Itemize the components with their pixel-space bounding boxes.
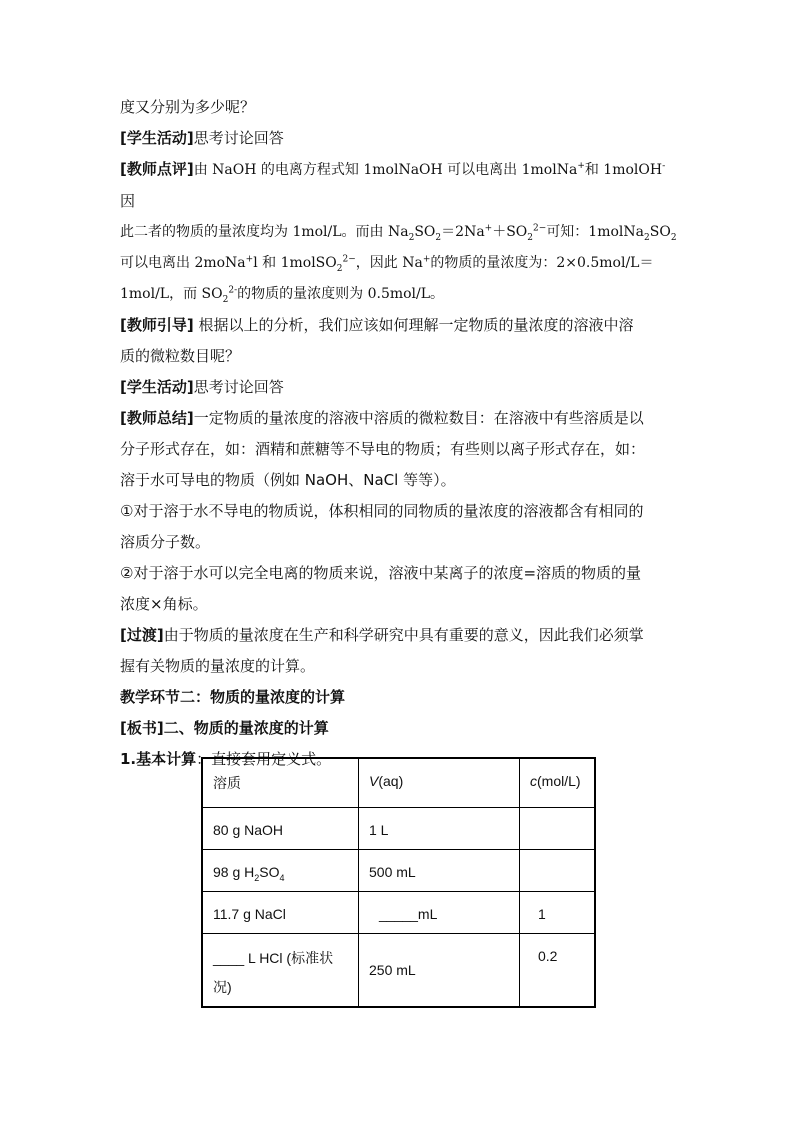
subscript: 2 xyxy=(408,232,415,243)
text: 由于物质的量浓度在生产和科学研究中具有重要的意义，因此我们必须掌 xyxy=(163,626,644,644)
table-row xyxy=(202,808,595,850)
variable: c xyxy=(530,773,537,789)
table-row xyxy=(202,892,595,934)
text: SO xyxy=(649,224,671,240)
table-cell xyxy=(359,850,520,892)
text: 可知：1molNa xyxy=(546,224,644,240)
text: 溶于水可导电的物质（例如 NaOH、NaCl 等等）。 xyxy=(120,471,456,489)
subscript: 2 xyxy=(222,294,229,305)
text: ＝2Na xyxy=(441,224,485,240)
text: 浓度×角标。 xyxy=(120,595,208,613)
table-cell xyxy=(359,808,520,850)
text-line xyxy=(120,310,680,341)
variable: V xyxy=(369,773,379,789)
table-row xyxy=(202,934,595,1008)
table-cell xyxy=(520,892,596,934)
subscript: 2 xyxy=(670,232,677,243)
table-cell xyxy=(202,808,359,850)
text: 1 xyxy=(538,906,546,922)
subscript: 2 xyxy=(254,872,260,883)
text: 0.2 xyxy=(538,948,558,964)
document-body xyxy=(120,92,680,775)
section-tag: [教师总结] xyxy=(120,409,194,427)
text-line xyxy=(120,403,680,434)
subscript: 2 xyxy=(336,263,343,274)
text-line xyxy=(120,527,680,558)
text: 1mol/L，而 SO xyxy=(120,286,223,302)
text-line xyxy=(120,154,680,217)
text: 因 xyxy=(120,192,136,210)
table-cell xyxy=(359,934,520,1008)
text: 80 g NaOH xyxy=(213,822,284,838)
section-heading xyxy=(120,713,680,744)
subscript: 2 xyxy=(644,232,650,243)
text-line xyxy=(120,92,680,123)
superscript: + xyxy=(484,223,493,234)
text: ____ L HCl (标准状 xyxy=(213,950,334,966)
text: 250 mL xyxy=(369,962,416,978)
table-cell xyxy=(520,850,596,892)
table-header-row xyxy=(202,758,595,808)
text: (aq) xyxy=(378,773,404,789)
text-line xyxy=(120,651,680,682)
text-line xyxy=(120,496,680,527)
text-line xyxy=(120,372,680,403)
text-line xyxy=(120,465,680,496)
text: 分子形式存在，如：酒精和蔗糖等不导电的物质；有些则以离子形式存在，如： xyxy=(120,440,646,458)
table-header xyxy=(202,758,359,808)
table-cell xyxy=(359,892,520,934)
text: 思考讨论回答 xyxy=(193,378,284,396)
text-line xyxy=(120,248,680,279)
calculation-table xyxy=(201,757,596,1008)
table-row xyxy=(202,850,595,892)
text: 此二者的物质的量浓度均为 1mol/L。而由 Na xyxy=(120,224,409,240)
text: 500 mL xyxy=(369,864,416,880)
superscript: + xyxy=(577,161,585,171)
text: 二、物质的量浓度的计算 xyxy=(163,719,329,737)
text: ，因此 Na xyxy=(355,255,423,271)
text: 度又分别为多少呢？ xyxy=(120,98,256,116)
subscript: 2 xyxy=(527,232,534,243)
text-line xyxy=(120,341,680,372)
text-line xyxy=(120,279,680,310)
table-cell xyxy=(202,934,359,1008)
text: 可以电离出 2moNa xyxy=(120,255,246,271)
section-heading xyxy=(120,682,680,713)
text: 98 g H xyxy=(213,864,255,880)
text: 由 NaOH 的电离方程式知 1molNaOH 可以电离出 1molNa xyxy=(193,162,578,178)
text: 一定物质的量浓度的溶液中溶质的微粒数目：在溶液中有些溶质是以 xyxy=(193,409,644,427)
section-tag: [教师引导] xyxy=(120,316,194,334)
subscript: 2 xyxy=(435,232,442,243)
text: 根据以上的分析，我们应该如何理解一定物质的量浓度的溶液中溶 xyxy=(193,316,634,334)
section-tag: [学生活动] xyxy=(120,378,194,396)
text: 溶质 xyxy=(213,775,241,791)
superscript: + xyxy=(245,254,254,265)
table-cell xyxy=(202,850,359,892)
text: 教学环节二：物质的量浓度的计算 xyxy=(120,688,346,706)
text: SO xyxy=(259,864,280,880)
text: 握有关物质的量浓度的计算。 xyxy=(120,657,316,675)
subscript: 4 xyxy=(279,872,285,883)
superscript: 2− xyxy=(533,223,547,234)
table-cell xyxy=(202,892,359,934)
section-tag: 1.基本计算 xyxy=(120,750,197,768)
text: (mol/L) xyxy=(537,773,581,789)
text: ＋SO xyxy=(492,224,528,240)
text: 11.7 g NaCl xyxy=(213,906,286,922)
table-header xyxy=(359,758,520,808)
text: 1 L xyxy=(369,822,389,838)
text-line xyxy=(120,217,680,248)
text-line xyxy=(120,123,680,154)
text: 溶质分子数。 xyxy=(120,533,211,551)
text: _____mL xyxy=(379,906,438,922)
section-tag: [学生活动] xyxy=(120,129,194,147)
section-tag: [过渡] xyxy=(120,626,164,644)
text: ：直接套用定义式。 xyxy=(196,750,332,768)
text: SO xyxy=(414,224,436,240)
table-header xyxy=(520,758,596,808)
text: ①对于溶于水不导电的物质说，体积相同的同物质的量浓度的溶液都含有相同的 xyxy=(120,502,644,520)
text: 的物质的量浓度则为 0.5mol/L。 xyxy=(237,286,445,302)
text-line xyxy=(120,558,680,589)
superscript: + xyxy=(422,254,431,265)
superscript: 2− xyxy=(342,254,356,265)
superscript: 2- xyxy=(228,285,238,296)
text: 的物质的量浓度为：2×0.5mol/L＝ xyxy=(430,255,654,271)
text: ②对于溶于水可以完全电离的物质来说，溶液中某离子的浓度=溶质的物质的量 xyxy=(120,564,642,582)
table-cell xyxy=(520,934,596,1008)
section-tag: [教师点评] xyxy=(120,160,194,178)
text: 况) xyxy=(213,979,232,995)
superscript: - xyxy=(662,161,666,171)
text-line xyxy=(120,434,680,465)
section-tag: [板书] xyxy=(120,719,164,737)
text-line xyxy=(120,620,680,651)
table-cell xyxy=(520,808,596,850)
text: 质的微粒数目呢？ xyxy=(120,347,241,365)
text: l 和 1molSO xyxy=(253,255,337,271)
text: 思考讨论回答 xyxy=(193,129,284,147)
text-line xyxy=(120,589,680,620)
text: 和 1molOH xyxy=(584,162,663,178)
